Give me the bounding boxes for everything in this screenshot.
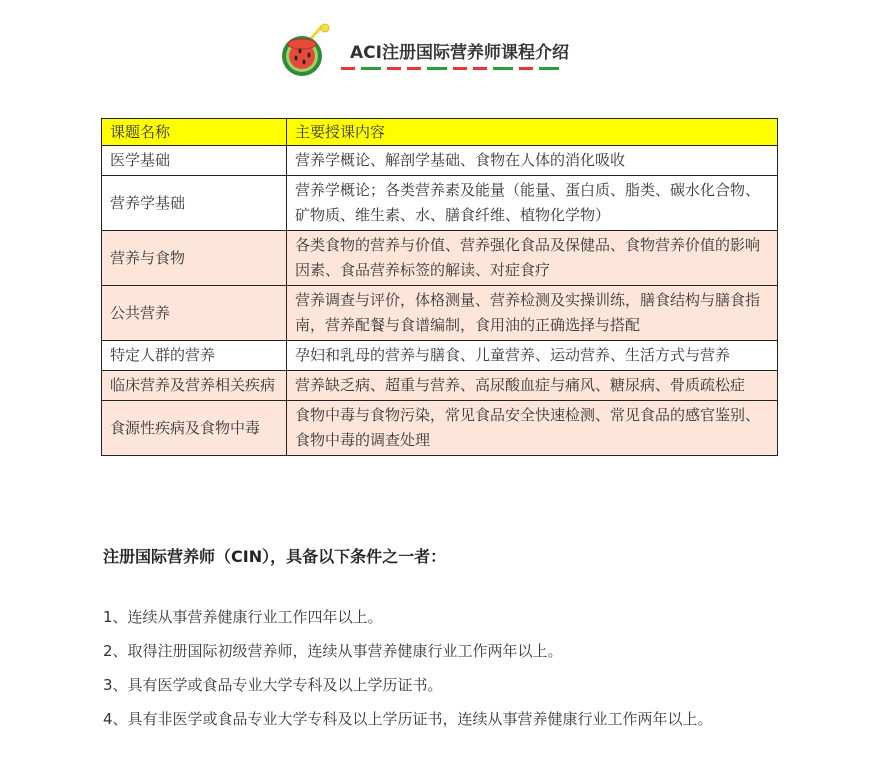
content-cell: 孕妇和乳母的营养与膳食、儿童营养、运动营养、生活方式与营养 xyxy=(287,341,778,371)
page-title: ACI注册国际营养师课程介绍 xyxy=(350,43,569,63)
topic-cell: 临床营养及营养相关疾病 xyxy=(102,371,287,401)
table-row xyxy=(102,341,778,371)
header-cell-content: 主要授课内容 xyxy=(287,119,778,146)
watermelon-icon xyxy=(278,22,336,78)
topic-cell: 医学基础 xyxy=(102,146,287,176)
condition-item: 1、连续从事营养健康行业工作四年以上。 xyxy=(103,608,383,626)
table-row xyxy=(102,286,778,341)
topic-cell: 营养学基础 xyxy=(102,176,287,231)
table-row xyxy=(102,371,778,401)
topic-cell: 特定人群的营养 xyxy=(102,341,287,371)
content-cell: 营养学概论、解剖学基础、食物在人体的消化吸收 xyxy=(287,146,778,176)
table-header-row xyxy=(102,119,778,146)
table-row xyxy=(102,401,778,456)
topic-cell: 公共营养 xyxy=(102,286,287,341)
table-row xyxy=(102,146,778,176)
table-row xyxy=(102,231,778,286)
page-header xyxy=(278,22,608,82)
header-cell-topic: 课题名称 xyxy=(102,119,287,146)
course-table xyxy=(101,118,778,456)
condition-item: 3、具有医学或食品专业大学专科及以上学历证书。 xyxy=(103,676,443,694)
condition-item: 4、具有非医学或食品专业大学专科及以上学历证书，连续从事营养健康行业工作两年以上。 xyxy=(103,710,713,728)
title-underline xyxy=(341,67,599,70)
condition-item: 2、取得注册国际初级营养师，连续从事营养健康行业工作两年以上。 xyxy=(103,642,563,660)
conditions-list xyxy=(103,600,793,736)
conditions-heading: 注册国际营养师（CIN），具备以下条件之一者： xyxy=(103,547,447,566)
topic-cell: 食源性疾病及食物中毒 xyxy=(102,401,287,456)
table-row xyxy=(102,176,778,231)
content-cell: 营养学概论；各类营养素及能量（能量、蛋白质、脂类、碳水化合物、矿物质、维生素、水、膳食纤维、植物化学物） xyxy=(287,176,778,231)
content-cell: 食物中毒与食物污染，常见食品安全快速检测、常见食品的感官鉴别、食物中毒的调查处理 xyxy=(287,401,778,456)
content-cell: 各类食物的营养与价值、营养强化食品及保健品、食物营养价值的影响因素、食品营养标签的解读、对症食疗 xyxy=(287,231,778,286)
topic-cell: 营养与食物 xyxy=(102,231,287,286)
content-cell: 营养调查与评价，体格测量、营养检测及实操训练，膳食结构与膳食指南，营养配餐与食谱编制，食用油的正确选择与搭配 xyxy=(287,286,778,341)
content-cell: 营养缺乏病、超重与营养、高尿酸血症与痛风、糖尿病、骨质疏松症 xyxy=(287,371,778,401)
